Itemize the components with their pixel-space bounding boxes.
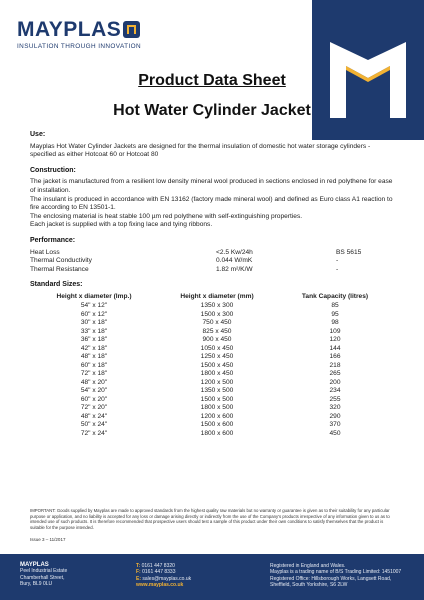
email-link[interactable]: sales@mayplas.co.uk <box>142 575 192 582</box>
cell-metric: 1500 x 500 <box>200 395 234 403</box>
use-heading: Use: <box>30 131 46 138</box>
cell-imperial: 60" x 12" <box>80 310 108 318</box>
footer-addr-line: Bury, BL9 0LU <box>20 581 53 588</box>
cell-metric: 750 x 450 <box>202 319 232 327</box>
cell-imperial: 54" x 20" <box>80 387 108 395</box>
footer-addr-line: Peel Industrial Estate <box>20 568 68 575</box>
footer-registration <box>270 563 401 589</box>
cell-metric: 1200 x 600 <box>200 412 234 420</box>
cell-imperial: 72" x 18" <box>80 370 108 378</box>
cell-imperial: 60" x 20" <box>80 395 108 403</box>
perf-label: Heat Loss <box>30 248 60 256</box>
cell-imperial: 30" x 18" <box>80 319 108 327</box>
perf-standard: - <box>336 257 339 265</box>
issue-label: Issue 3 – 11/2017 <box>30 537 66 542</box>
title-block <box>0 72 424 120</box>
footer <box>0 554 424 600</box>
cell-imperial: 60" x 18" <box>80 361 108 369</box>
cell-imperial: 54" x 12" <box>80 302 108 310</box>
perf-row <box>30 249 398 258</box>
cell-capacity: 255 <box>329 395 341 403</box>
mayplas-logo <box>17 19 141 50</box>
construction-p4: Each jacket is supplied with a top fixing lace and tying ribbons. <box>30 221 213 229</box>
table-row <box>30 421 398 430</box>
cell-capacity: 144 <box>329 344 341 352</box>
table-row <box>30 345 398 354</box>
footer-company: MAYPLAS <box>20 562 49 568</box>
construction-p2: The insulant is produced in accordance with EN 13162 (factory made mineral wool) and defined as Euro class A1 reaction to fire according to EN 13501-1. <box>30 195 393 212</box>
page-title: Product Data Sheet <box>138 72 286 89</box>
cell-capacity: 265 <box>329 370 341 378</box>
table-row <box>30 379 398 388</box>
cell-imperial: 36" x 18" <box>80 336 108 344</box>
cell-capacity: 85 <box>331 302 339 310</box>
perf-label: Thermal Resistance <box>30 265 89 273</box>
cell-metric: 1200 x 500 <box>200 378 234 386</box>
cell-imperial: 72" x 20" <box>80 404 108 412</box>
cell-imperial: 33" x 18" <box>80 327 108 335</box>
construction-heading: Construction: <box>30 166 76 174</box>
construction-p3: The enclosing material is heat stable 100 µm red polythene with self-extinguishing properties. <box>30 212 303 220</box>
cell-capacity: 320 <box>329 404 341 412</box>
cell-capacity: 290 <box>329 412 341 420</box>
cell-capacity: 218 <box>329 361 341 369</box>
cell-metric: 1350 x 300 <box>200 302 234 310</box>
sizes-heading: Standard Sizes: <box>30 281 83 289</box>
cell-metric: 1500 x 300 <box>200 310 234 318</box>
cell-capacity: 370 <box>329 421 341 429</box>
table-row <box>30 404 398 413</box>
email-label: E: <box>136 575 141 582</box>
footer-address <box>20 562 67 588</box>
table-row <box>30 311 398 320</box>
perf-standard: - <box>336 265 339 273</box>
disclaimer: IMPORTANT: Goods supplied by Mayplas are made to approved standards from the highest quality raw materials but no warranty or guarantee is given as to their suitability for any particular purpose or application, and no liability is accepted for any loss or damage arising directly or indirectly from the use of the Company's products irrespective of any information given to us as to intended use of such products. It is therefore recommended that prospective users should test a sample of this product under their own conditions to satisfy themselves that the product is suitable for the purpose intended. <box>30 508 390 530</box>
perf-value: 1.82 m²/K/W <box>216 265 253 273</box>
fax-label: F: <box>136 569 141 576</box>
table-row <box>30 328 398 337</box>
perf-row <box>30 266 398 275</box>
cell-imperial: 42" x 18" <box>80 344 108 352</box>
reg-line: Registered in England and Wales. <box>270 563 346 569</box>
table-row <box>30 362 398 371</box>
phone-label: T: <box>136 563 141 569</box>
table-row <box>30 387 398 396</box>
cell-metric: 825 x 450 <box>202 327 232 335</box>
perf-value: 0.044 W/mK <box>216 257 253 265</box>
cell-metric: 900 x 450 <box>202 336 232 344</box>
sizes-table <box>30 293 398 439</box>
table-row <box>30 430 398 439</box>
col-metric: Height x diameter (mm) <box>180 292 254 300</box>
table-row <box>30 319 398 328</box>
cell-metric: 1500 x 450 <box>200 361 234 369</box>
construction-p1: The jacket is manufactured from a resilient low density mineral wool produced in sections enclosed in red polythene for ease of installation. <box>30 178 393 194</box>
table-row <box>30 353 398 362</box>
reg-line: Registered Office: Hillsborough Works, Langsett Road, <box>270 575 392 582</box>
cell-capacity: 200 <box>329 378 341 386</box>
table-row <box>30 302 398 311</box>
cell-capacity: 109 <box>329 327 341 335</box>
cell-metric: 1500 x 600 <box>200 421 234 429</box>
cell-capacity: 166 <box>329 353 341 361</box>
table-header <box>30 293 398 302</box>
cell-capacity: 95 <box>331 310 339 318</box>
logo-brand: MAYPLAS <box>17 18 122 41</box>
phone-number[interactable]: 0161 447 8320 <box>141 563 175 569</box>
cell-metric: 1050 x 450 <box>200 344 234 352</box>
table-row <box>30 336 398 345</box>
cell-imperial: 48" x 24" <box>80 412 108 420</box>
reg-line: Mayplas is a trading name of B/S Trading Limited: 1451007 <box>270 569 402 576</box>
use-text: Mayplas Hot Water Cylinder Jackets are designed for the thermal insulation of domestic hot water storage cylinders - specified as either Hotcoat 60 or Hotcoat 80 <box>30 142 371 159</box>
perf-standard: BS 5615 <box>336 248 362 256</box>
header <box>0 0 424 70</box>
cell-imperial: 50" x 24" <box>80 421 108 429</box>
logo-tagline: INSULATION THROUGH INNOVATION <box>17 43 142 50</box>
reg-line: Sheffield, South Yorkshire, S6 2LW <box>270 582 348 589</box>
cell-imperial: 48" x 20" <box>80 378 108 386</box>
col-imperial: Height x diameter (Imp.) <box>56 292 132 300</box>
perf-value: <2.5 Kw/24h <box>216 248 253 256</box>
cell-metric: 1800 x 500 <box>200 404 234 412</box>
cell-imperial: 72" x 24" <box>80 429 108 437</box>
product-name: Hot Water Cylinder Jacket <box>113 102 311 119</box>
website-link[interactable]: www.mayplas.co.uk <box>136 582 184 589</box>
cell-capacity: 120 <box>329 336 341 344</box>
col-capacity: Tank Capacity (litres) <box>301 292 369 300</box>
cell-metric: 1250 x 450 <box>200 353 234 361</box>
cell-metric: 1350 x 500 <box>200 387 234 395</box>
cell-capacity: 450 <box>329 429 341 437</box>
table-row <box>30 370 398 379</box>
content <box>30 131 398 438</box>
perf-label: Thermal Conductivity <box>30 257 92 265</box>
cell-metric: 1800 x 600 <box>200 429 234 437</box>
cell-capacity: 98 <box>331 319 339 327</box>
cell-metric: 1800 x 450 <box>200 370 234 378</box>
table-row <box>30 413 398 422</box>
cell-capacity: 234 <box>329 387 341 395</box>
footer-contact <box>136 563 191 589</box>
cell-imperial: 48" x 18" <box>80 353 108 361</box>
performance-heading: Performance: <box>30 236 76 244</box>
logo-m-icon <box>123 21 140 38</box>
table-row <box>30 396 398 405</box>
footer-addr-line: Chamberhall Street, <box>20 574 65 581</box>
perf-row <box>30 257 398 266</box>
fax-number: 0161 447 8333 <box>142 569 176 576</box>
